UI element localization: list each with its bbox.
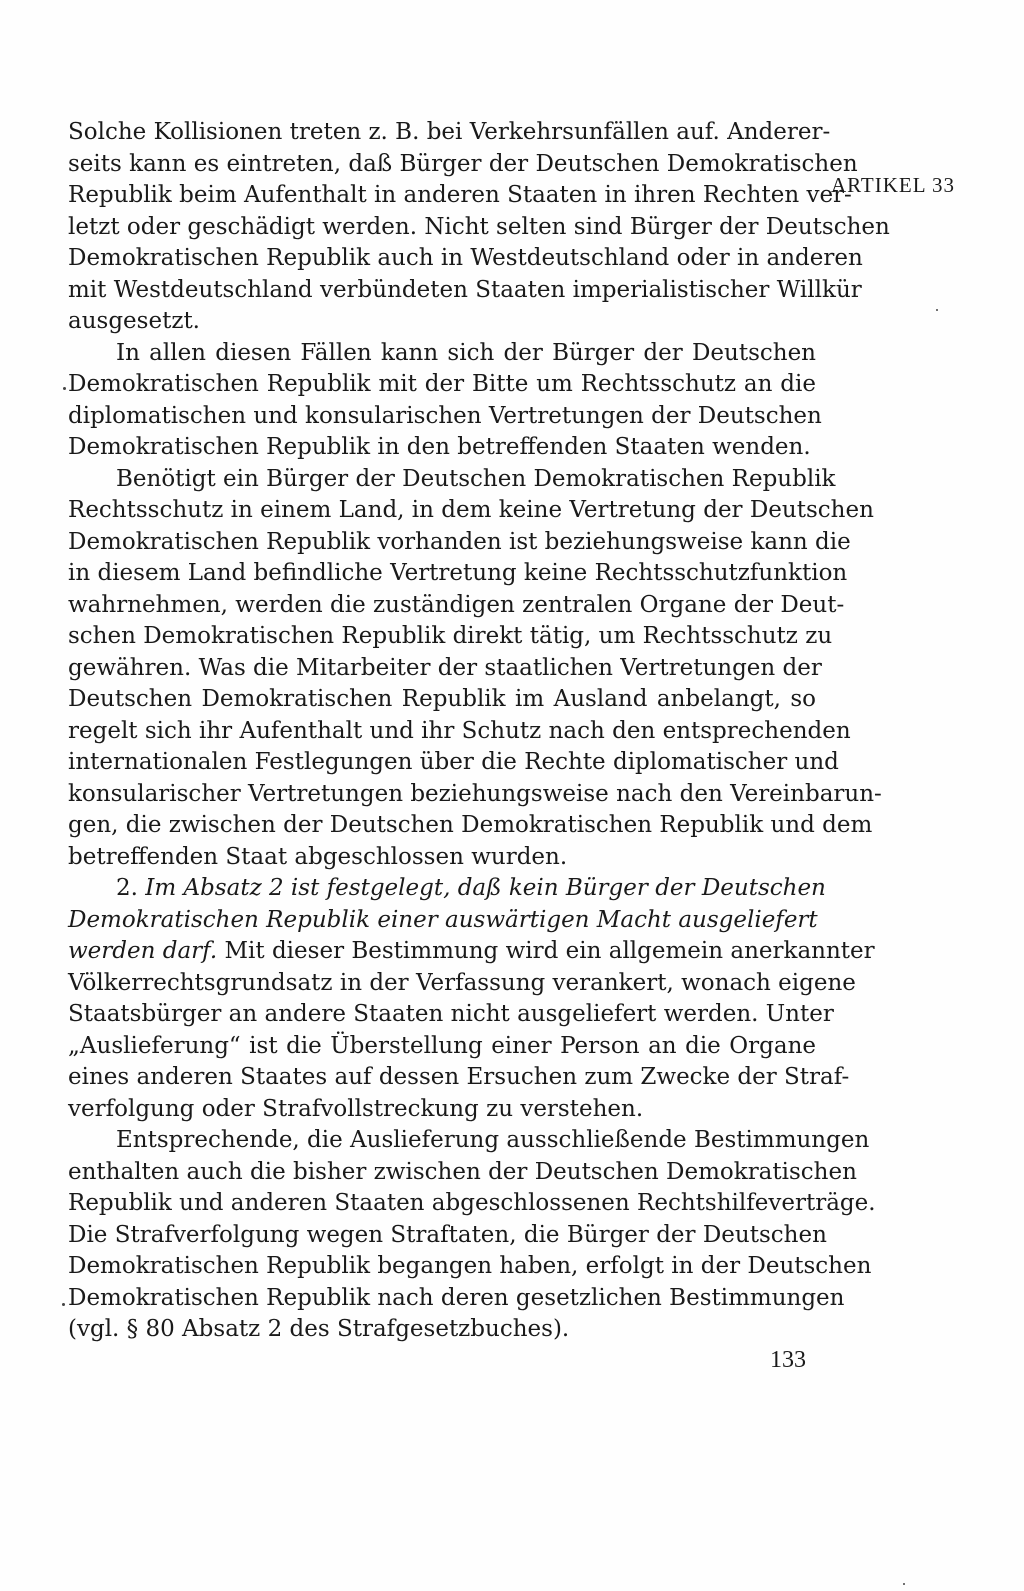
text-line: Benötigt ein Bürger der Deutschen Demokratischen Republik	[116, 465, 836, 492]
text-line: betreffenden Staat abgeschlossen wurden.	[68, 843, 568, 870]
page-number: 133	[770, 1347, 806, 1373]
italic-text-line: Demokratischen Republik einer auswärtigen Macht ausgeliefert	[68, 906, 818, 933]
print-speck	[62, 1303, 65, 1306]
section-number: 2.	[116, 875, 138, 901]
text-line: Demokratischen Republik in den betreffenden Staaten wenden.	[68, 434, 811, 460]
body-text	[68, 117, 890, 1346]
paragraph-5	[68, 1125, 876, 1346]
italic-text: werden darf.	[68, 938, 218, 964]
text-line: regelt sich ihr Aufenthalt und ihr Schutz nach den entsprechenden	[68, 717, 851, 744]
text-line: (vgl. § 80 Absatz 2 des Strafgesetzbuches).	[68, 1316, 570, 1342]
text-line: gewähren. Was die Mitarbeiter der staatlichen Vertretungen der	[68, 654, 822, 681]
text-line: schen Demokratischen Republik direkt tätig, um Rechtsschutz zu	[68, 623, 833, 649]
text-line: Republik beim Aufenthalt in anderen Staaten in ihren Rechten ver-	[68, 182, 852, 208]
paragraph-1	[68, 117, 890, 338]
text-line: „Auslieferung“ ist die Überstellung einer Person an die Organe	[68, 1032, 816, 1059]
text-line: wahrnehmen, werden die zuständigen zentralen Organe der Deut-	[68, 591, 845, 618]
text-line: Demokratischen Republik mit der Bitte um Rechtsschutz an die	[68, 371, 816, 397]
text-line: verfolgung oder Strafvollstreckung zu verstehen.	[68, 1095, 644, 1122]
italic-text: Im Absatz 2 ist festgelegt, daß kein Bürger der Deutschen	[145, 875, 826, 901]
text-line: Republik und anderen Staaten abgeschlossenen Rechtshilfeverträge.	[68, 1190, 876, 1216]
paragraph-4	[68, 873, 875, 1125]
paragraph-2	[68, 338, 822, 464]
text-line: Staatsbürger an andere Staaten nicht ausgeliefert werden. Unter	[68, 1001, 834, 1027]
text-line: Rechtsschutz in einem Land, in dem keine Vertretung der Deutschen	[68, 497, 874, 523]
text-line: in diesem Land befindliche Vertretung keine Rechtsschutzfunktion	[68, 560, 848, 586]
text-line: eines anderen Staates auf dessen Ersuchen zum Zwecke der Straf-	[68, 1064, 850, 1090]
text-line	[68, 936, 875, 968]
text-line: mit Westdeutschland verbündeten Staaten imperialistischer Willkür	[68, 276, 862, 303]
print-speck	[63, 387, 66, 390]
print-speck	[936, 309, 938, 311]
text-line: diplomatischen und konsularischen Vertretungen der Deutschen	[68, 402, 822, 429]
text-line: Völkerrechtsgrundsatz in der Verfassung verankert, wonach eigene	[68, 969, 856, 996]
margin-note-article: ARTIKEL 33	[831, 173, 956, 197]
print-speck	[903, 1583, 905, 1585]
text-line: enthalten auch die bisher zwischen der Deutschen Demokratischen	[68, 1158, 857, 1185]
text-line: Demokratischen Republik vorhanden ist beziehungsweise kann die	[68, 528, 851, 555]
paragraph-3	[68, 464, 882, 874]
plain-text: Mit dieser Bestimmung wird ein allgemein anerkannter	[224, 938, 875, 964]
text-line: Entsprechende, die Auslieferung ausschließende Bestimmungen	[116, 1127, 870, 1153]
text-line: Demokratischen Republik begangen haben, erfolgt in der Deutschen	[68, 1253, 872, 1279]
text-line: Demokratischen Republik auch in Westdeutschland oder in anderen	[68, 245, 863, 271]
text-line	[68, 873, 826, 905]
text-line: gen, die zwischen der Deutschen Demokratischen Republik und dem	[68, 812, 873, 838]
text-line: seits kann es eintreten, daß Bürger der Deutschen Demokratischen	[68, 150, 858, 177]
text-line: letzt oder geschädigt werden. Nicht selten sind Bürger der Deutschen	[68, 213, 890, 240]
text-line: konsularischer Vertretungen beziehungsweise nach den Vereinbarun-	[68, 780, 882, 807]
text-line: Deutschen Demokratischen Republik im Ausland anbelangt, so	[68, 686, 816, 712]
text-line: ausgesetzt.	[68, 308, 200, 334]
text-line: In allen diesen Fällen kann sich der Bürger der Deutschen	[116, 339, 816, 366]
text-line: Solche Kollisionen treten z. B. bei Verkehrsunfällen auf. Anderer-	[68, 119, 831, 145]
text-line: internationalen Festlegungen über die Rechte diplomatischer und	[68, 749, 839, 775]
text-line: Demokratischen Republik nach deren gesetzlichen Bestimmungen	[68, 1284, 845, 1311]
text-line: Die Strafverfolgung wegen Straftaten, die Bürger der Deutschen	[68, 1221, 827, 1248]
